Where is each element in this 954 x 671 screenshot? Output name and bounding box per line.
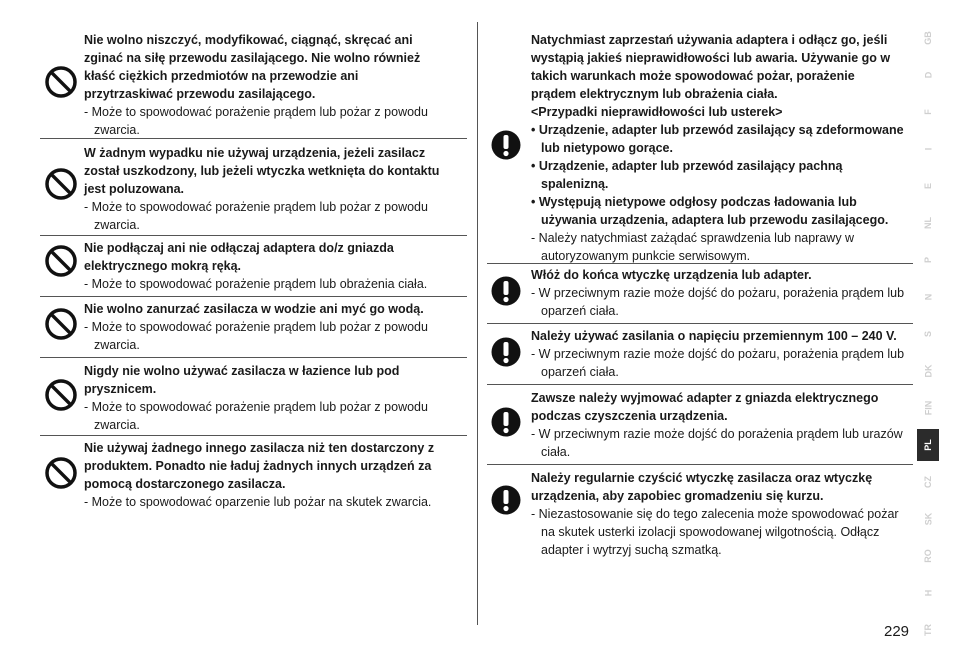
warning-text: jest poluzowana. <box>84 182 185 196</box>
caution-block-dust <box>487 465 913 565</box>
caution-block-cleaning <box>487 385 913 465</box>
prohibition-icon <box>44 167 78 201</box>
caution-block-malfunction <box>487 22 913 264</box>
malfunction-bullet: • Urządzenie, adapter lub przewód zasilający są zdeformowane lub nietypowo gorące. <box>531 123 904 155</box>
warning-text: Nie wolno zanurzać zasilacza w wodzie ani myć go wodą. <box>84 302 424 316</box>
caution-text: wystąpią jakieś nieprawidłowości lub awaria. Używanie go w <box>531 51 891 65</box>
warning-text: kłaść ciężkich przedmiotów na przewodzie ani <box>84 69 359 83</box>
consequence-note: - Może to spowodować porażenie prądem lub pożar z powodu zwarcia. <box>84 400 428 432</box>
consequence-note: - Może to spowodować oparzenie lub pożar na skutek zwarcia. <box>84 495 432 509</box>
caution-block-voltage <box>487 324 913 385</box>
prohibition-icon <box>44 65 78 99</box>
warning-text: pomocą dostarczonego zasilacza. <box>84 477 286 491</box>
mandatory-action-icon <box>491 485 521 515</box>
warning-text: elektrycznego mokrą ręką. <box>84 259 242 273</box>
language-tab-nl[interactable]: NL <box>923 217 933 229</box>
page-number: 229 <box>884 623 910 640</box>
warning-text: prysznicem. <box>84 382 157 396</box>
consequence-note: - Może to spowodować porażenie prądem lub pożar z powodu zwarcia. <box>84 200 428 232</box>
warning-block-bathroom <box>40 358 467 436</box>
malfunction-bullet: • Występują nietypowe odgłosy podczas ładowania lub używania urządzenia, adaptera lub przewodu zasilającego. <box>531 195 889 227</box>
warning-block-damaged-adapter <box>40 139 467 236</box>
warning-text: Nigdy nie wolno używać zasilacza w łazience lub pod <box>84 364 400 378</box>
mandatory-action-icon <box>491 407 521 437</box>
mandatory-action-icon <box>491 130 521 160</box>
warning-text: Nie wolno niszczyć, modyfikować, ciągnąć, skręcać ani <box>84 33 413 47</box>
prohibition-icon <box>44 378 78 412</box>
language-tab-s[interactable]: S <box>922 330 933 338</box>
language-tab-pl-active[interactable]: PL <box>917 429 939 461</box>
warning-block-water <box>40 297 467 358</box>
language-tab-e[interactable]: E <box>922 182 933 190</box>
consequence-note: - W przeciwnym razie może dojść do pożaru, porażenia prądem lub oparzeń ciała. <box>531 286 905 318</box>
warning-text: produktem. Ponadto nie ładuj żadnych innych urządzeń za <box>84 459 432 473</box>
warning-text: Nie podłączaj ani nie odłączaj adaptera do/z gniazda <box>84 241 394 255</box>
language-tab-fin[interactable]: FIN <box>923 400 933 416</box>
warning-block-other-adapter <box>40 436 467 516</box>
caution-text: Należy regularnie czyścić wtyczkę zasilacza oraz wtyczkę <box>531 471 873 485</box>
consequence-note: - W przeciwnym razie może dojść do porażenia prądem lub urazów ciała. <box>531 427 903 459</box>
caution-text: urządzenia, aby zapobiec gromadzeniu się kurzu. <box>531 489 824 503</box>
caution-text: Natychmiast zaprzestań używania adaptera i odłącz go, jeśli <box>531 33 888 47</box>
warning-text: W żadnym wypadku nie używaj urządzenia, jeżeli zasilacz <box>84 146 426 160</box>
language-tab-dk[interactable]: DK <box>923 364 933 378</box>
warning-text: został uszkodzony, lub jeżeli wtyczka wetknięta do kontaktu <box>84 164 440 178</box>
mandatory-action-icon <box>491 337 521 367</box>
prohibition-icon <box>44 307 78 341</box>
language-tab-d[interactable]: D <box>923 71 933 79</box>
caution-text: Włóż do końca wtyczkę urządzenia lub adapter. <box>531 268 812 282</box>
caution-subheading: <Przypadki nieprawidłowości lub usterek> <box>531 105 783 119</box>
consequence-note: - Należy natychmiast zażądać sprawdzenia lub naprawy w autoryzowanym punkcie serwisowym. <box>531 231 855 263</box>
right-column <box>487 22 913 565</box>
consequence-note: - W przeciwnym razie może dojść do pożaru, porażenia prądem lub oparzeń ciała. <box>531 347 905 379</box>
caution-text: Zawsze należy wyjmować adapter z gniazda elektrycznego <box>531 391 879 405</box>
language-tab-sk[interactable]: SK <box>922 512 933 526</box>
language-tab-p[interactable]: P <box>922 256 933 264</box>
left-column <box>40 22 467 516</box>
prohibition-icon <box>44 456 78 490</box>
caution-block-plug-in <box>487 264 913 324</box>
warning-text: przytrzaskiwać przewodu zasilającego. <box>84 87 316 101</box>
caution-text: podczas czyszczenia urządzenia. <box>531 409 728 423</box>
caution-text: prądem elektrycznym lub obrażenia ciała. <box>531 87 778 101</box>
language-tab-ro[interactable]: RO <box>923 549 933 563</box>
warning-text: zginać na siłę przewodu zasilającego. Nie wolno również <box>84 51 421 65</box>
consequence-note: - Może to spowodować porażenie prądem lub obrażenia ciała. <box>84 277 428 291</box>
language-tab-n[interactable]: N <box>923 293 933 301</box>
warning-text: Nie używaj żadnego innego zasilacza niż ten dostarczony z <box>84 441 435 455</box>
caution-text: Należy używać zasilania o napięciu przemiennym 100 – 240 V. <box>531 329 897 343</box>
consequence-note: - Może to spowodować porażenie prądem lub pożar z powodu zwarcia. <box>84 320 428 352</box>
language-tab-h[interactable]: H <box>923 589 933 597</box>
mandatory-action-icon <box>491 276 521 306</box>
column-divider <box>477 22 478 625</box>
language-tab-i[interactable]: I <box>922 147 933 151</box>
warning-block-wet-hands <box>40 236 467 297</box>
prohibition-icon <box>44 244 78 278</box>
warning-block-cord <box>40 22 467 139</box>
language-tab-tr[interactable]: TR <box>923 624 933 636</box>
language-tab-f[interactable]: F <box>923 109 933 115</box>
language-tab-gb[interactable]: GB <box>923 31 933 45</box>
consequence-note: - Niezastosowanie się do tego zalecenia może spowodować pożar na skutek usterki izolacji spowodowanej wilgotnością. Odłącz adapter i wytrzyj suchą szmatką. <box>531 507 899 557</box>
consequence-note: - Może to spowodować porażenie prądem lub pożar z powodu zwarcia. <box>84 105 428 137</box>
language-tab-cz[interactable]: CZ <box>923 476 933 488</box>
malfunction-bullet: • Urządzenie, adapter lub przewód zasilający pachną spalenizną. <box>531 159 843 191</box>
caution-text: takich warunkach może spowodować pożar, porażenie <box>531 69 855 83</box>
